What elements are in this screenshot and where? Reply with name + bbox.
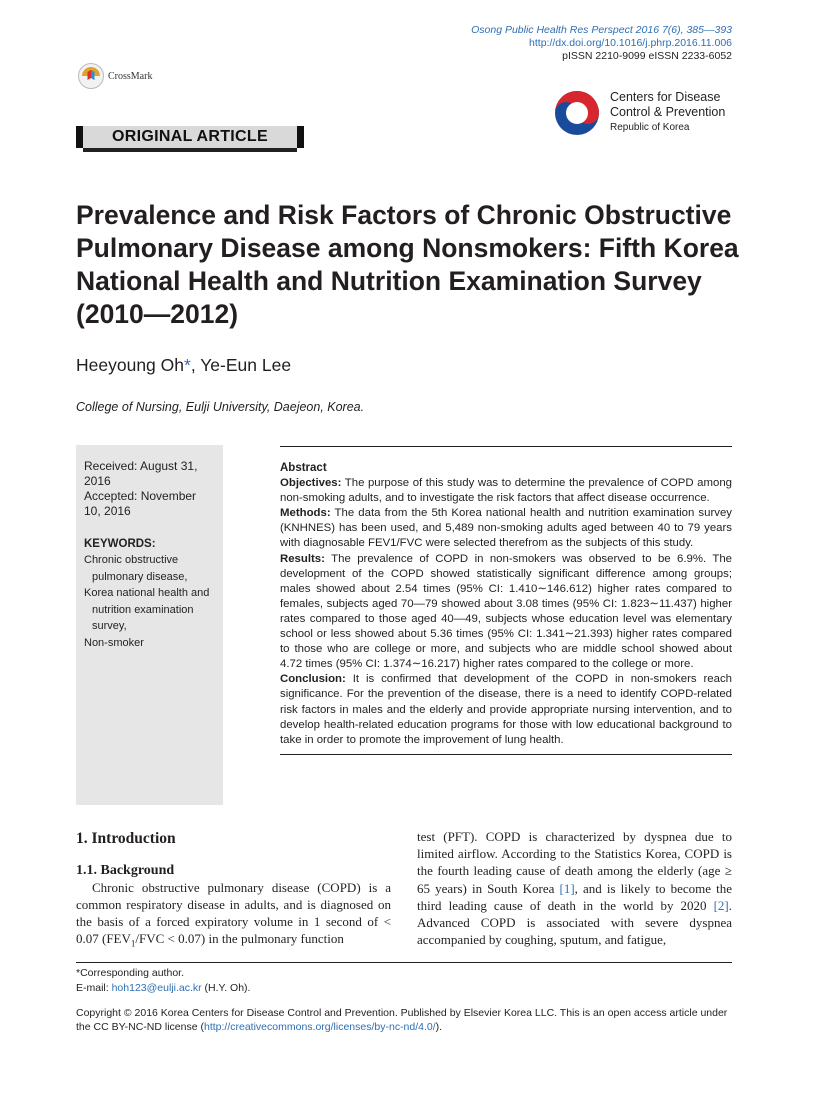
publisher-logo: [554, 90, 725, 136]
results-text: The prevalence of COPD in non-smokers was observed to be 6.9%. The development of the COPD showed statistically significant difference among groups; males showed about 2.54 times (95% CI: 1.410∼146.612) higher rates compared to females, subjects aged 70—79 showed about 3.08 times (95% CI: 1.823∼11.437) higher rates compared to those aged 40—49, subjects whose education level was elementary school or less showed about 5.36 times (95% CI: 1.341∼21.393) higher rates compared to those who are college or more, and subjects who are middle school showed about 4.72 times (95% CI: 1.374∼16.217) higher rates compared to the college or more.: [280, 552, 732, 671]
left-paragraph-2: /FVC < 0.07) in the pulmonary function: [135, 931, 344, 946]
email-label: E-mail:: [76, 982, 112, 994]
copyright-notice: [76, 1006, 732, 1034]
label-bar-left: [76, 126, 83, 148]
conclusion-label: Conclusion:: [280, 673, 346, 686]
label-bar-right: [297, 126, 304, 148]
body-column-left: [76, 879, 391, 953]
crossmark-label: CrossMark: [108, 70, 153, 82]
abstract-methods: [280, 506, 732, 551]
keyword-item: Non-smoker: [84, 636, 144, 649]
keyword-item: Chronic obstructive pulmonary disease,: [84, 554, 188, 583]
corresponding-mark[interactable]: *: [184, 355, 191, 375]
article-info-sidebar: [76, 445, 223, 805]
keywords-heading: KEYWORDS:: [84, 538, 156, 550]
copyright-text-2: ).: [435, 1021, 443, 1033]
crossmark-icon: [78, 63, 104, 89]
body-column-right: [417, 828, 732, 948]
journal-citation: Osong Public Health Res Perspect 2016 7(6), 385—393: [471, 24, 732, 36]
methods-label: Methods:: [280, 507, 331, 520]
doi-link[interactable]: http://dx.doi.org/10.1016/j.phrp.2016.11.006: [529, 37, 732, 49]
publisher-line2: Control & Prevention: [610, 105, 726, 119]
license-link[interactable]: http://creativecommons.org/licenses/by-nc-nd/4.0/: [203, 1021, 436, 1033]
abstract-heading: Abstract: [280, 462, 327, 474]
keyword-item: Korea national health and nutrition examination survey,: [84, 587, 210, 632]
right-paragraph-3: . Advanced COPD is associated with severe dyspnea accompanied by coughing, sputum, and fatigue,: [417, 897, 732, 948]
accepted-date: Accepted: November 10, 2016: [84, 489, 197, 518]
email-line: [76, 981, 250, 996]
reference-link-2[interactable]: [2]: [713, 897, 729, 913]
author-2: Ye-Eun Lee: [200, 355, 292, 375]
right-paragraph-1: test (PFT). COPD is characterized by dyspnea due to limited airflow. According to the Statistics Korea, COPD is the fourth leading cause of death among the elderly (age ≥ 65 years) in South Korea: [417, 829, 732, 896]
conclusion-text: It is confirmed that development of the COPD in non-smokers reach significance. For the prevention of the disease, there is a need to identify COPD-related risk factors in males and the elderly and provide appropriate nursing intervention, and to develop health-related education programs for those with low educational background to take in order to promote the improvement of lung health.: [280, 673, 732, 746]
footnote-divider: [76, 962, 732, 963]
right-paragraph-2: , and is likely to become the third leading cause of death in the world by 2020: [417, 880, 733, 913]
fev-subscript: 1: [130, 938, 136, 949]
corresponding-author-note: *Corresponding author.: [76, 967, 184, 979]
email-suffix: (H.Y. Oh).: [201, 982, 251, 994]
footnote: [76, 966, 250, 996]
email-link[interactable]: hoh123@eulji.ac.kr: [111, 982, 202, 994]
section-label: [76, 126, 304, 148]
left-paragraph-1: Chronic obstructive pulmonary disease (COPD) is a common respiratory disease in adults, and is diagnosed on the basis of a forced expiratory volume in 1 second of < 0.07 (FEV: [76, 880, 391, 946]
methods-text: The data from the 5th Korea national health and nutrition examination survey (KNHNES) has been used, and 5,489 non-smoking adults aged between 40 to 79 years with diagnosable FEV1/FVC were selected therefrom as the subjects of this study.: [280, 507, 732, 550]
crossmark-badge[interactable]: [78, 63, 152, 89]
issn: pISSN 2210-9099 eISSN 2233-6052: [562, 50, 732, 62]
abstract-objectives: [280, 476, 732, 506]
kcdc-taeguk-icon: [554, 90, 600, 136]
received-date: Received: August 31, 2016: [84, 459, 198, 488]
objectives-text: The purpose of this study was to determine the prevalence of COPD among non-smoking adults, and to investigate the risk factors that affect disease occurrence.: [280, 477, 732, 505]
journal-info: [440, 24, 732, 63]
author-1: Heeyoung Oh: [76, 355, 184, 375]
section-heading-introduction: 1. Introduction: [76, 830, 176, 847]
author-separator: ,: [190, 355, 201, 375]
abstract-conclusion: [280, 672, 732, 747]
article-title: Prevalence and Risk Factors of Chronic Obstructive Pulmonary Disease among Nonsmokers: Fifth Korea National Health and Nutrition Examination Survey (2010—2012): [76, 200, 739, 329]
publisher-line3: Republic of Korea: [610, 122, 690, 133]
abstract-results: [280, 552, 732, 673]
section-label-text: ORIGINAL ARTICLE: [83, 126, 297, 148]
objectives-label: Objectives:: [280, 477, 342, 490]
copyright-text-1: Copyright © 2016 Korea Centers for Disease Control and Prevention. Published by Elsevier Korea LLC. This is an open access article under the CC BY-NC-ND license (: [76, 1007, 728, 1033]
affiliation: College of Nursing, Eulji University, Daejeon, Korea.: [76, 400, 365, 414]
reference-link-1[interactable]: [1]: [559, 880, 575, 896]
subsection-heading-background: 1.1. Background: [76, 863, 175, 878]
label-underline: [83, 148, 297, 152]
results-label: Results:: [280, 552, 325, 565]
author-list: [76, 355, 291, 376]
abstract: [280, 446, 732, 755]
publisher-line1: Centers for Disease: [610, 90, 721, 104]
